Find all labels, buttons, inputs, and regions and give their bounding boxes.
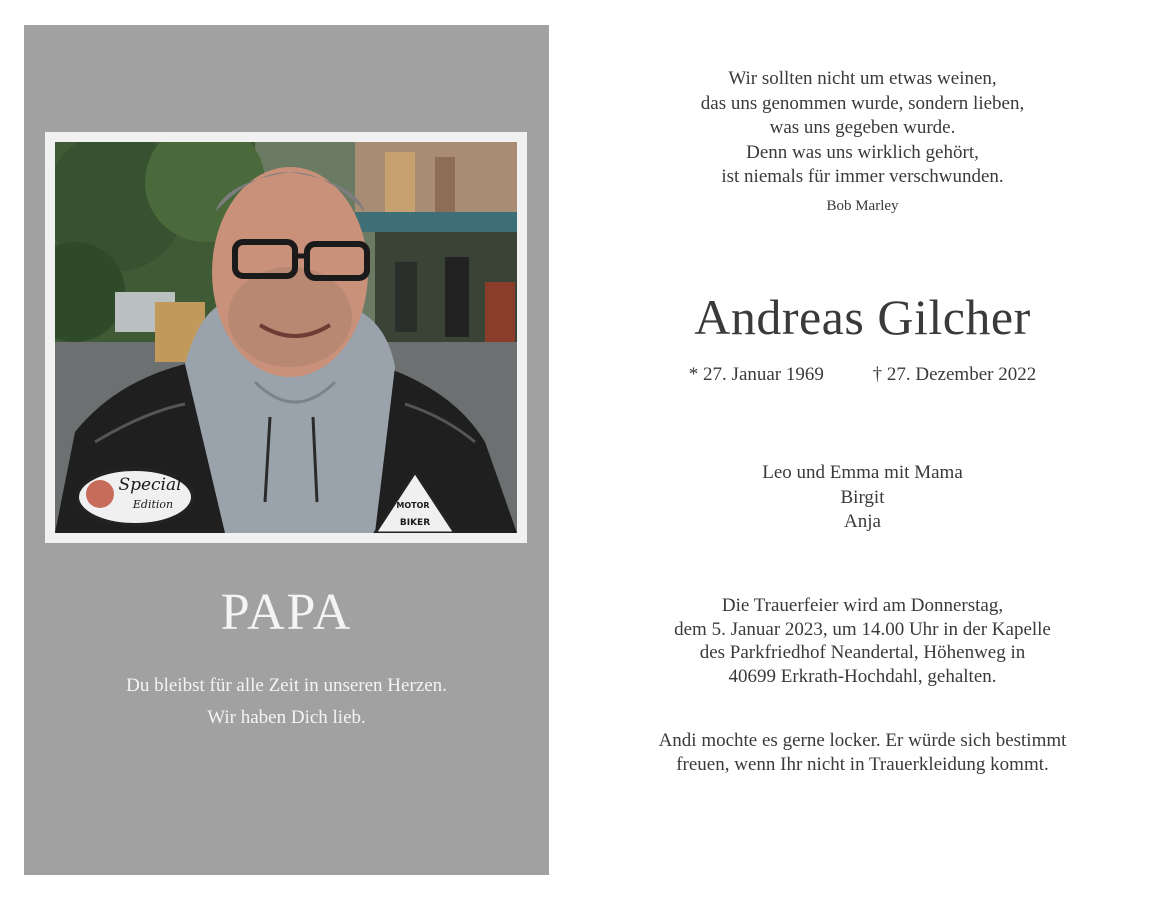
- patch-right-text-2: BIKER: [399, 518, 431, 528]
- patch-right-text-1: MOTOR: [396, 501, 430, 510]
- memorial-panel: [24, 25, 549, 875]
- patch-left-text-2: Edition: [132, 498, 174, 511]
- family-line: Birgit: [840, 486, 885, 508]
- quote: [600, 67, 1125, 190]
- family-line: Leo und Emma mit Mama: [762, 462, 963, 483]
- ceremony-line: Die Trauerfeier wird am Donnerstag,: [721, 595, 1004, 616]
- ceremony-line: 40699 Erkrath-Hochdahl, gehalten.: [728, 665, 997, 687]
- dress-code-note: [600, 729, 1125, 777]
- death-date: † 27. Dezember 2022: [872, 364, 1037, 385]
- papa-title: PAPA: [220, 584, 353, 641]
- family-line: Anja: [844, 511, 881, 532]
- birth-date: * 27. Januar 1969: [688, 364, 824, 385]
- portrait-illustration: [55, 142, 517, 533]
- ceremony-info: [600, 594, 1125, 688]
- quote-line: Wir sollten nicht um etwas weinen,: [728, 68, 997, 89]
- patch-left-text-1: Special: [118, 475, 182, 495]
- dedication-line-1: Du bleibst für alle Zeit in unseren Herzen.: [126, 675, 447, 696]
- ceremony-line: dem 5. Januar 2023, um 14.00 Uhr in der Kapelle: [674, 618, 1051, 640]
- announcement-panel: [600, 0, 1125, 900]
- quote-line: das uns genommen wurde, sondern lieben,: [700, 92, 1025, 114]
- photo-frame: [45, 132, 527, 543]
- ceremony-line: des Parkfriedhof Neandertal, Höhenweg in: [699, 642, 1026, 663]
- quote-line: was uns gegeben wurde.: [769, 117, 956, 138]
- deceased-name: Andreas Gilcher: [694, 289, 1031, 345]
- quote-author: Bob Marley: [826, 198, 899, 214]
- dedication-line-2: Wir haben Dich lieb.: [207, 707, 366, 728]
- family-list: [600, 461, 1125, 535]
- quote-line: Denn was uns wirklich gehört,: [746, 141, 979, 163]
- life-dates: [600, 364, 1125, 386]
- note-line: Andi mochte es gerne locker. Er würde sich bestimmt: [658, 730, 1067, 751]
- note-line: freuen, wenn Ihr nicht in Trauerkleidung kommt.: [676, 754, 1049, 775]
- portrait-photo: [55, 142, 517, 533]
- quote-line: ist niemals für immer verschwunden.: [721, 166, 1004, 187]
